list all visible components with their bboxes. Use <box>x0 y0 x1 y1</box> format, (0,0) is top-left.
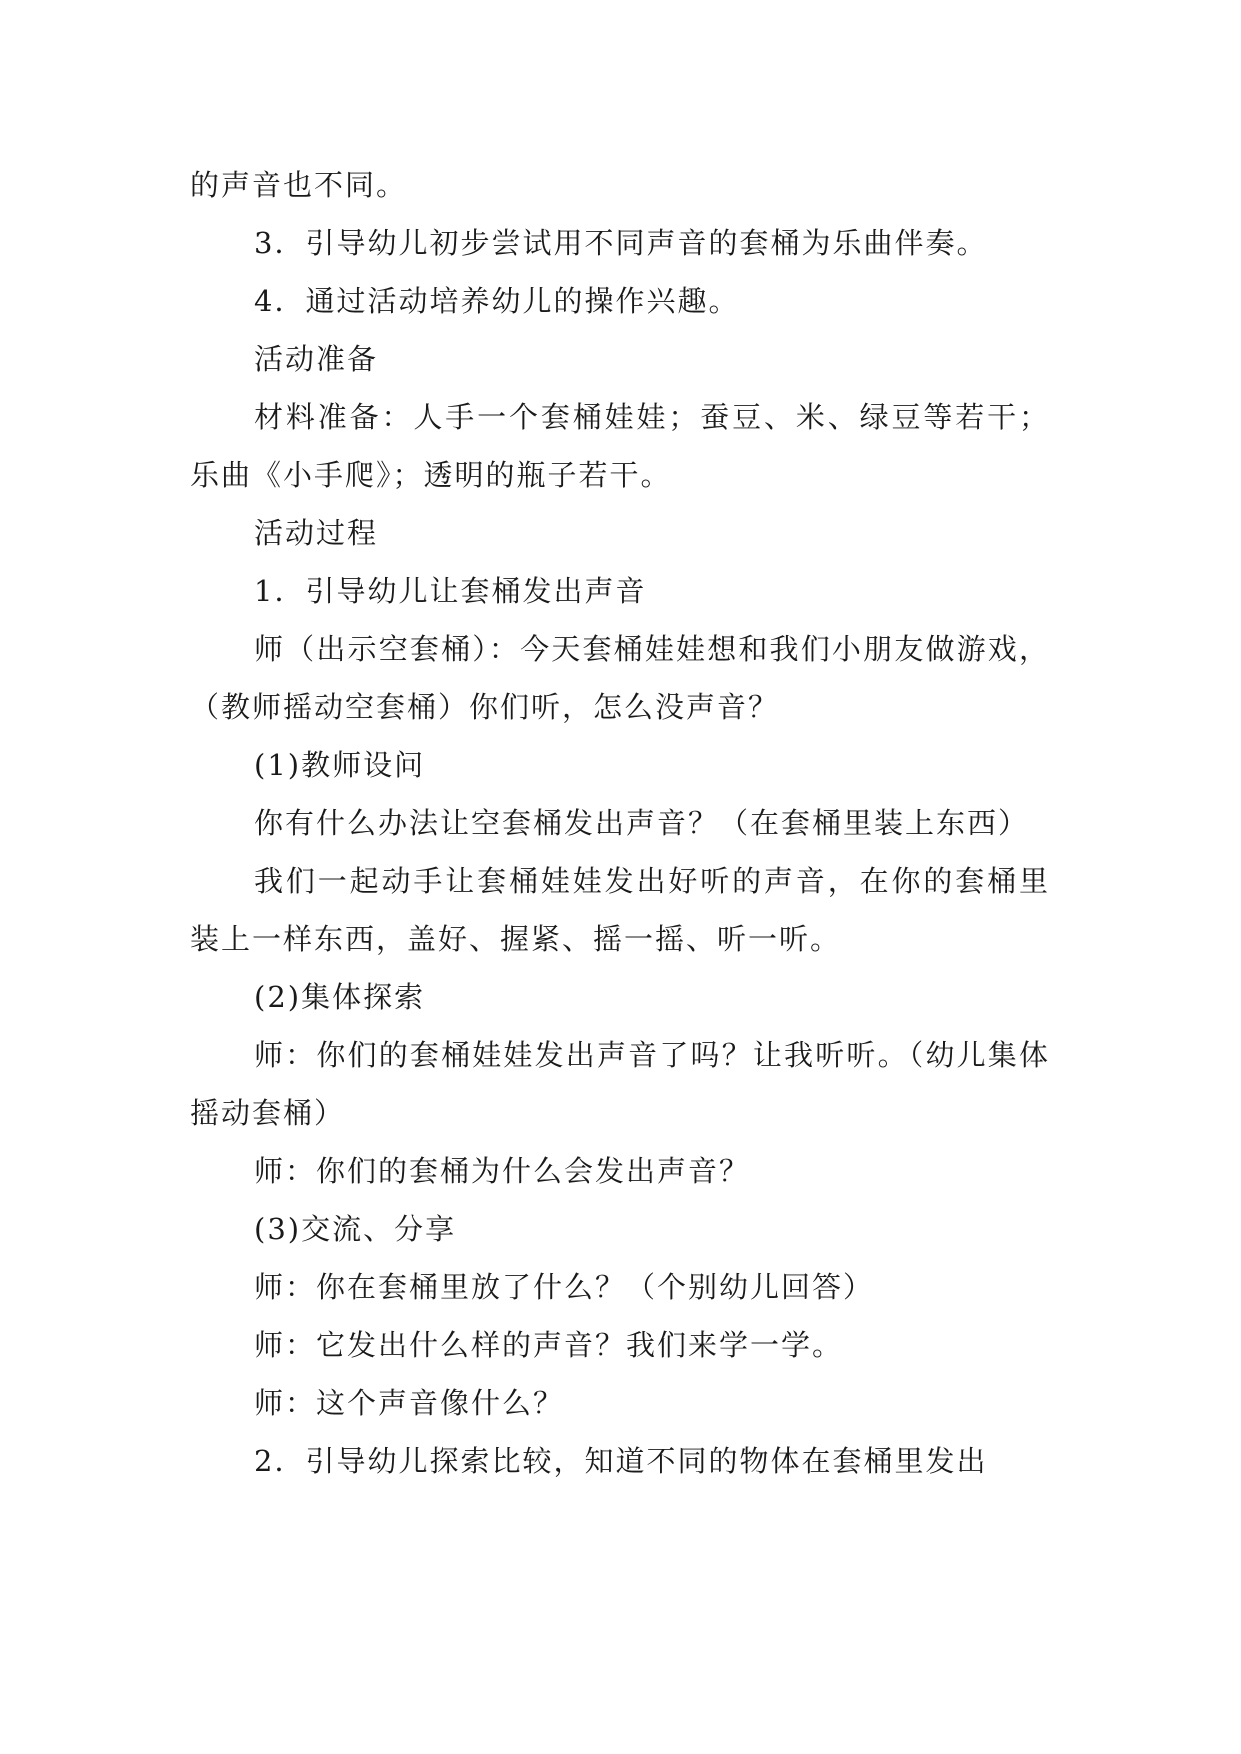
section-heading-process: 活动过程 <box>254 516 379 550</box>
paragraph-continuation: 的声音也不同。 <box>190 168 408 202</box>
teacher-dialogue: 师：它发出什么样的声音？我们来学一学。 <box>254 1328 844 1362</box>
document-body <box>190 156 1050 1490</box>
objective-4: 4．通过活动培养幼儿的操作兴趣。 <box>254 284 740 318</box>
objective-3: 3．引导幼儿初步尝试用不同声音的套桶为乐曲伴奏。 <box>254 226 988 260</box>
substep-2-heading: (2)集体探索 <box>254 980 426 1014</box>
substep-1-heading: (1)教师设问 <box>254 748 426 782</box>
section-heading-preparation: 活动准备 <box>254 342 379 376</box>
teacher-dialogue: 师：你们的套桶为什么会发出声音？ <box>254 1154 751 1188</box>
step-2-heading: 2．引导幼儿探索比较，知道不同的物体在套桶里发出 <box>254 1444 988 1478</box>
instruction-paragraph: 我们一起动手让套桶娃娃发出好听的声音，在你的套桶里装上一样东西，盖好、握紧、摇一摇、听一听。 <box>190 864 1050 956</box>
teacher-dialogue: 师：这个声音像什么？ <box>254 1386 565 1420</box>
materials-paragraph: 材料准备：人手一个套桶娃娃；蚕豆、米、绿豆等若干；乐曲《小手爬》；透明的瓶子若干。 <box>190 400 1050 492</box>
question-paragraph: 你有什么办法让空套桶发出声音？（在套桶里装上东西） <box>254 806 1030 840</box>
teacher-dialogue: 师：你们的套桶娃娃发出声音了吗？让我听听。（幼儿集体摇动套桶） <box>190 1038 1050 1130</box>
substep-3-heading: (3)交流、分享 <box>254 1212 457 1246</box>
teacher-dialogue: 师：你在套桶里放了什么？（个别幼儿回答） <box>254 1270 875 1304</box>
step-1-heading: 1．引导幼儿让套桶发出声音 <box>254 574 647 608</box>
teacher-dialogue: 师（出示空套桶）：今天套桶娃娃想和我们小朋友做游戏，（教师摇动空套桶）你们听，怎么没声音？ <box>190 632 1050 724</box>
